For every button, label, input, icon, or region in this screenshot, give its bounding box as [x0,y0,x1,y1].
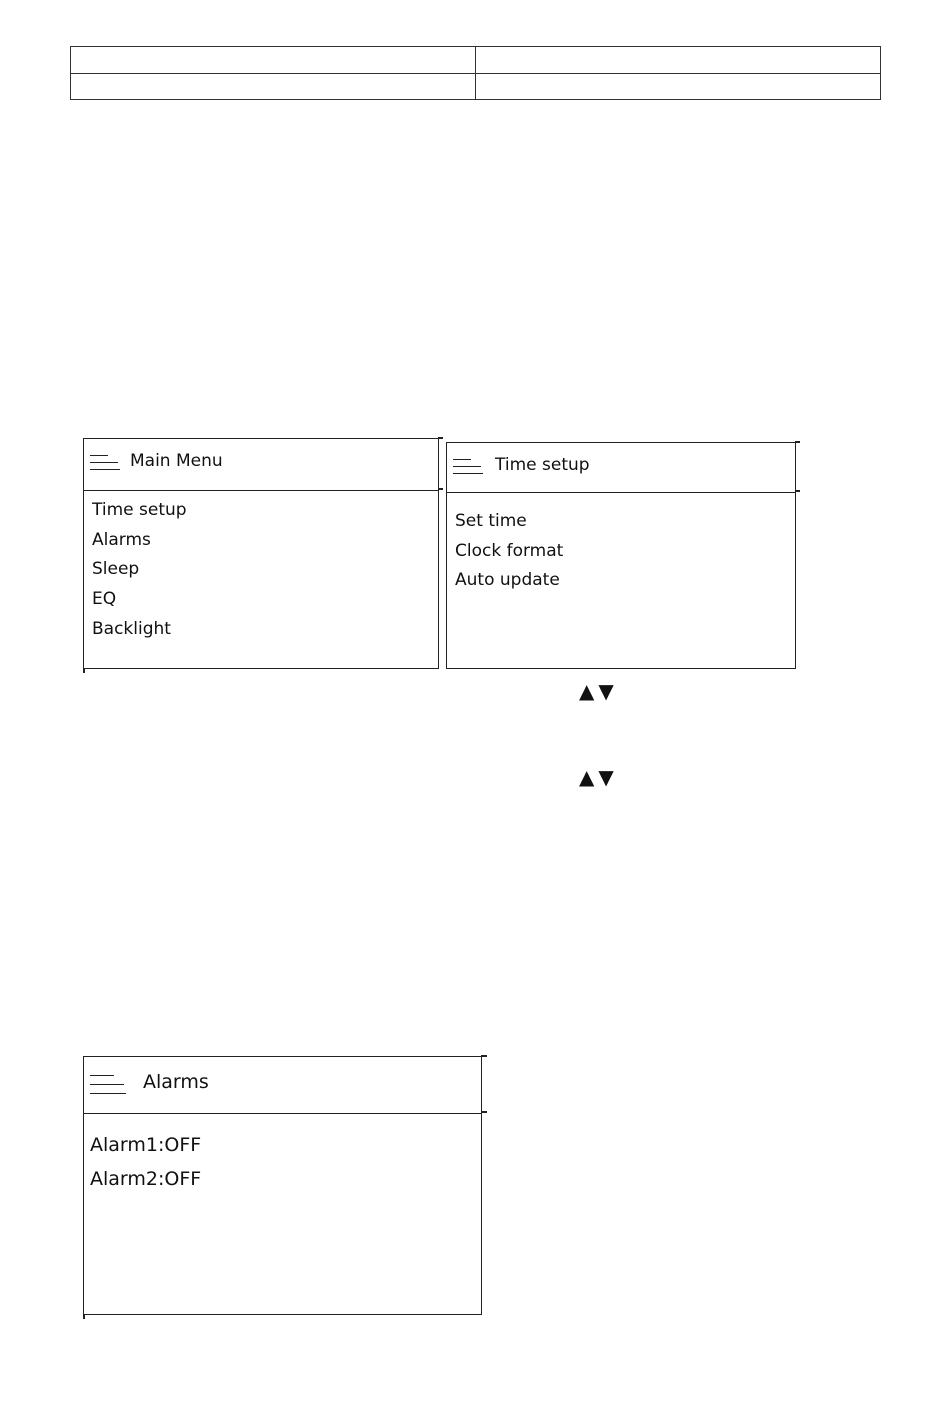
table-cell [476,47,881,74]
table-row [71,73,881,100]
menu-item-time-setup[interactable]: Time setup [92,500,187,520]
menu-lines-icon [90,1073,126,1095]
main-menu-screen [83,438,439,669]
table-cell [476,73,881,100]
up-arrow-icon: ▲ [579,679,595,703]
alarm-item-2[interactable]: Alarm2:OFF [90,1168,202,1190]
divider [438,488,443,490]
alarm-item-1[interactable]: Alarm1:OFF [90,1134,202,1156]
menu-item-set-time[interactable]: Set time [455,511,527,531]
table-row [71,47,881,74]
main-menu-header [84,439,438,491]
menu-item-auto-update[interactable]: Auto update [455,570,560,591]
menu-item-backlight[interactable]: Backlight [92,618,171,639]
divider [83,668,85,673]
menu-item-alarms[interactable]: Alarms [92,529,151,550]
menu-lines-icon [90,452,120,472]
top-table [70,46,881,100]
time-setup-title: Time setup [495,455,590,475]
down-arrow-icon: ▼ [598,765,614,789]
divider [481,1055,487,1057]
time-setup-list [455,509,563,598]
alarms-title: Alarms [143,1071,209,1093]
main-menu-title: Main Menu [130,451,223,471]
table-cell [71,73,476,100]
divider [481,1111,487,1113]
divider [438,437,443,439]
arrow-pair [579,681,614,701]
menu-item-clock-format[interactable]: Clock format [455,540,564,561]
main-menu-list [92,498,187,646]
menu-item-sleep[interactable]: Sleep [92,559,140,580]
divider [795,441,800,443]
divider [795,490,800,492]
time-setup-screen [446,442,796,669]
alarms-header [84,1057,481,1114]
alarms-screen [83,1056,482,1315]
menu-item-eq[interactable]: EQ [92,589,117,610]
down-arrow-icon: ▼ [598,679,614,703]
time-setup-header [447,443,795,493]
up-arrow-icon: ▲ [579,765,595,789]
arrow-pair [579,767,614,787]
menu-lines-icon [453,456,483,476]
alarms-list [90,1133,201,1201]
divider [83,1314,85,1319]
table-cell [71,47,476,74]
